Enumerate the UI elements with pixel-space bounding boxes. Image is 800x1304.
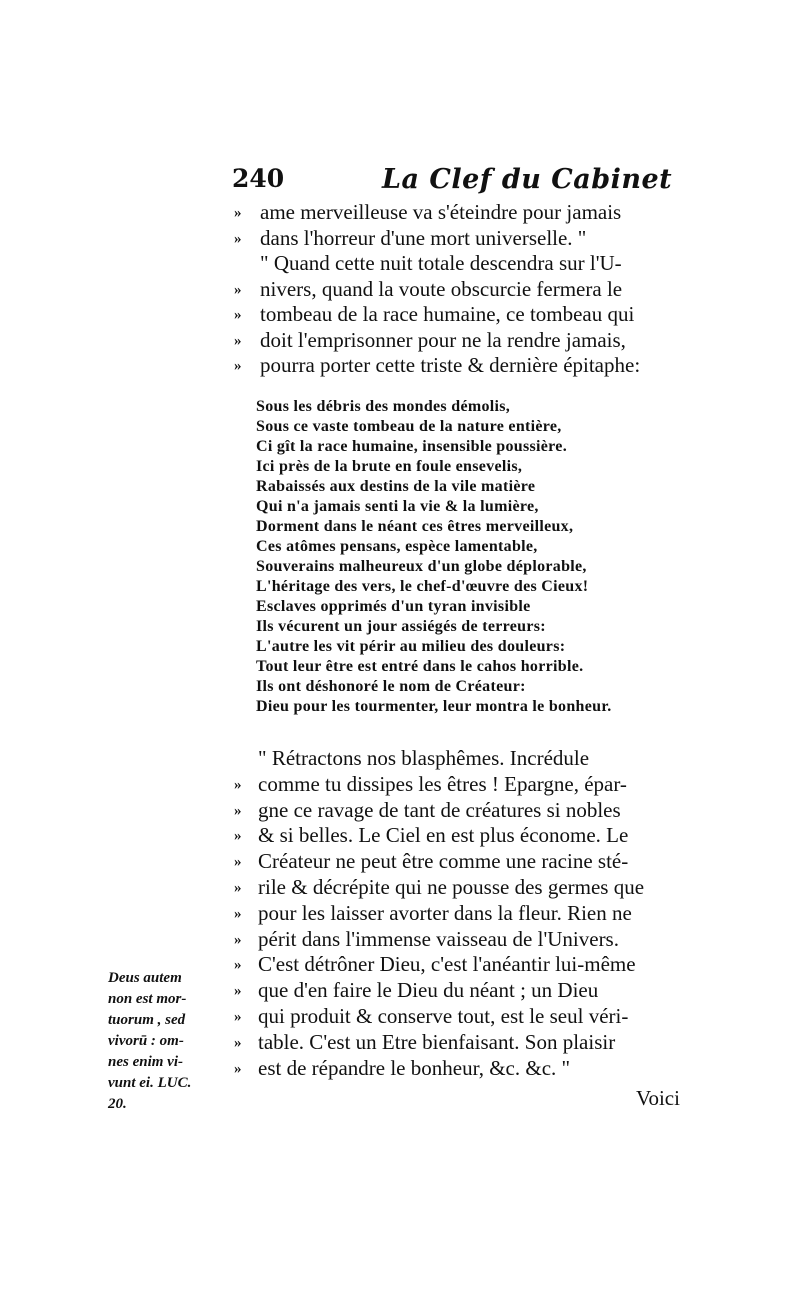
text-line <box>234 1055 571 1081</box>
quote-mark: » <box>234 1060 242 1077</box>
quote-mark: » <box>234 358 242 374</box>
text-line <box>234 900 632 926</box>
quote-mark: » <box>234 205 242 221</box>
marginal-note-line: non est mor- <box>108 991 187 1007</box>
line-text: tombeau de la race humaine, ce tombeau qui <box>260 302 635 326</box>
line-text: C'est détrôner Dieu, c'est l'anéantir lui-même <box>258 952 636 977</box>
quote-mark: » <box>234 1009 242 1025</box>
page-number: 240 <box>232 164 285 193</box>
text-line <box>234 327 626 353</box>
line-text: gne ce ravage de tant de créatures si nobles <box>258 797 621 822</box>
marginal-note <box>108 968 228 1115</box>
poem-line: Sous les débris des mondes démolis, <box>256 398 511 415</box>
quote-mark: » <box>234 957 242 974</box>
quote-mark: » <box>234 230 242 247</box>
poem-line: Ils vécurent un jour assiégés de terreurs: <box>256 618 546 635</box>
poem-line: Ci gît la race humaine, insensible poussière. <box>256 438 567 455</box>
poem-line: Ils ont déshonoré le nom de Créateur: <box>256 678 526 695</box>
marginal-note-line: tuorum , sed <box>108 1012 186 1028</box>
text-line <box>234 353 641 378</box>
text-line <box>258 746 589 771</box>
poem-line: Ici près de la brute en foule ensevelis, <box>256 458 523 475</box>
line-text: pour les laisser avorter dans la fleur. Rien ne <box>258 900 632 925</box>
text-line <box>234 771 627 797</box>
poem-line: Dorment dans le néant ces êtres merveilleux, <box>256 518 574 535</box>
text-line <box>234 875 645 900</box>
text-line <box>234 200 622 225</box>
line-text: & si belles. Le Ciel en est plus économe. Le <box>258 823 629 848</box>
line-text: comme tu dissipes les êtres ! Epargne, épar- <box>258 771 627 796</box>
line-text: périt dans l'immense vaisseau de l'Univers. <box>258 926 619 951</box>
marginal-note-line: vunt ei. LUC. <box>108 1075 192 1091</box>
poem-line: Esclaves opprimés d'un tyran invisible <box>256 598 531 615</box>
text-line <box>234 823 629 848</box>
text-line <box>234 978 599 1003</box>
text-line <box>234 276 623 302</box>
text-line <box>234 302 635 327</box>
text-line <box>234 225 587 251</box>
poem-line: Souverains malheureux d'un globe déplorable, <box>256 558 587 575</box>
quote-mark: » <box>234 332 242 349</box>
quote-mark: » <box>234 776 242 793</box>
line-text: rile & décrépite qui ne pousse des germes que <box>258 875 645 899</box>
line-text: " Rétractons nos blasphêmes. Incrédule <box>258 746 590 770</box>
quote-mark: » <box>234 880 242 896</box>
line-text: ame merveilleuse va s'éteindre pour jamais <box>260 200 622 224</box>
line-text: nivers, quand la voute obscurcie fermera le <box>260 276 623 301</box>
marginal-note-line: vivorū : om- <box>108 1033 184 1049</box>
poem-line: Sous ce vaste tombeau de la nature entière, <box>256 418 562 435</box>
text-line <box>234 926 619 952</box>
line-text: pourra porter cette triste & dernière épitaphe: <box>260 353 641 377</box>
text-line <box>234 952 636 977</box>
text-line <box>234 797 621 823</box>
quote-mark: » <box>234 828 242 845</box>
line-text: table. C'est un Etre bienfaisant. Son plaisir <box>258 1029 616 1054</box>
text-line <box>260 251 622 276</box>
marginal-note-line: Deus autem <box>108 970 182 986</box>
poem-line: Qui n'a jamais senti la vie & la lumière, <box>256 498 539 515</box>
text-line <box>234 1004 629 1029</box>
poem-line: Rabaissés aux destins de la vile matière <box>256 478 536 495</box>
quote-mark: » <box>234 905 242 922</box>
marginal-note-line: nes enim vi- <box>108 1054 183 1070</box>
quote-mark: » <box>234 1034 242 1051</box>
page-header <box>232 164 692 198</box>
quote-mark: » <box>234 281 242 298</box>
quote-mark: » <box>234 854 242 871</box>
line-text: " Quand cette nuit totale descendra sur l'U- <box>260 251 622 275</box>
line-text: dans l'horreur d'une mort universelle. " <box>260 225 587 250</box>
marginal-note-line: 20. <box>108 1096 127 1112</box>
poem-line: L'autre les vit périr au milieu des douleurs: <box>256 638 566 655</box>
text-line <box>234 1029 616 1055</box>
poem-line: Tout leur être est entré dans le cahos horrible. <box>256 658 584 675</box>
poem-line: Ces atômes pensans, espèce lamentable, <box>256 538 538 555</box>
line-text: est de répandre le bonheur, &c. &c. " <box>258 1055 571 1080</box>
line-text: qui produit & conserve tout, est le seul véri- <box>258 1004 629 1028</box>
poem-line: Dieu pour les tourmenter, leur montra le bonheur. <box>256 698 612 715</box>
text-line <box>234 849 629 874</box>
quote-mark: » <box>234 983 242 1000</box>
quote-mark: » <box>234 307 242 323</box>
line-text: doit l'emprisonner pour ne la rendre jamais, <box>260 327 626 352</box>
running-title: La Clef du Cabinet <box>382 164 673 195</box>
line-text: Créateur ne peut être comme une racine sté- <box>258 849 629 874</box>
line-text: que d'en faire le Dieu du néant ; un Dieu <box>258 978 599 1003</box>
quote-mark: » <box>234 931 242 948</box>
catchword: Voici <box>636 1086 680 1110</box>
poem-line: L'héritage des vers, le chef-d'œuvre des Cieux! <box>256 578 589 595</box>
quote-mark: » <box>234 802 242 819</box>
